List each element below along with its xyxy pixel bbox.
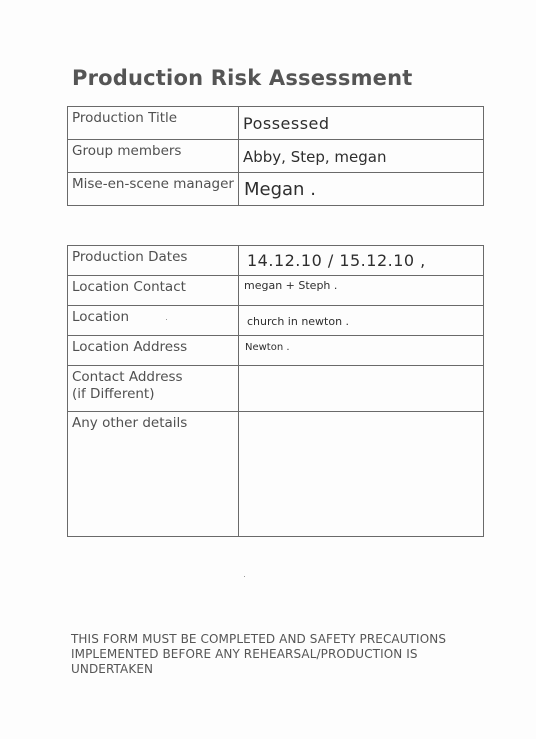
- location-contact-value: megan + Steph .: [244, 279, 338, 292]
- mise-en-scene-manager-label: Mise-en-scene manager: [68, 173, 239, 206]
- location-label: Location: [68, 306, 239, 336]
- contact-address-label: Contact Address (if Different): [68, 366, 239, 412]
- mise-en-scene-manager-value: Megan .: [244, 179, 316, 200]
- production-dates-cell: [239, 246, 484, 276]
- location-address-value: Newton .: [245, 342, 290, 353]
- table-row: [68, 140, 484, 173]
- location-value: church in newton .: [247, 315, 350, 328]
- table-row: [68, 173, 484, 206]
- location-contact-label: Location Contact: [68, 276, 239, 306]
- production-info-table: [67, 106, 484, 206]
- paper-speck: [244, 576, 245, 577]
- table-row: [68, 246, 484, 276]
- production-dates-label: Production Dates: [68, 246, 239, 276]
- table-row: [68, 412, 484, 537]
- other-details-cell: [239, 412, 484, 537]
- production-title-value: Possessed: [243, 114, 330, 133]
- group-members-value: Abby, Step, megan: [243, 148, 387, 166]
- other-details-label: Any other details: [68, 412, 239, 537]
- page-title: Production Risk Assessment: [72, 66, 413, 90]
- footer-notice: THIS FORM MUST BE COMPLETED AND SAFETY PRECAUTIONS IMPLEMENTED BEFORE ANY REHEARSAL/PRODUCTION IS UNDERTAKEN: [71, 632, 447, 676]
- production-title-label: Production Title: [68, 107, 239, 140]
- production-dates-value: 14.12.10 / 15.12.10 ,: [247, 251, 426, 270]
- location-address-label: Location Address: [68, 336, 239, 366]
- paper-speck: [166, 319, 167, 320]
- table-row: [68, 107, 484, 140]
- mise-en-scene-manager-cell: [239, 173, 484, 206]
- location-contact-cell: [239, 276, 484, 306]
- contact-address-cell: [239, 366, 484, 412]
- location-address-cell: [239, 336, 484, 366]
- group-members-cell: [239, 140, 484, 173]
- table-row: [68, 336, 484, 366]
- table-row: [68, 306, 484, 336]
- group-members-label: Group members: [68, 140, 239, 173]
- table-row: [68, 366, 484, 412]
- table-row: [68, 276, 484, 306]
- production-title-cell: [239, 107, 484, 140]
- production-details-table: [67, 245, 484, 537]
- location-cell: [239, 306, 484, 336]
